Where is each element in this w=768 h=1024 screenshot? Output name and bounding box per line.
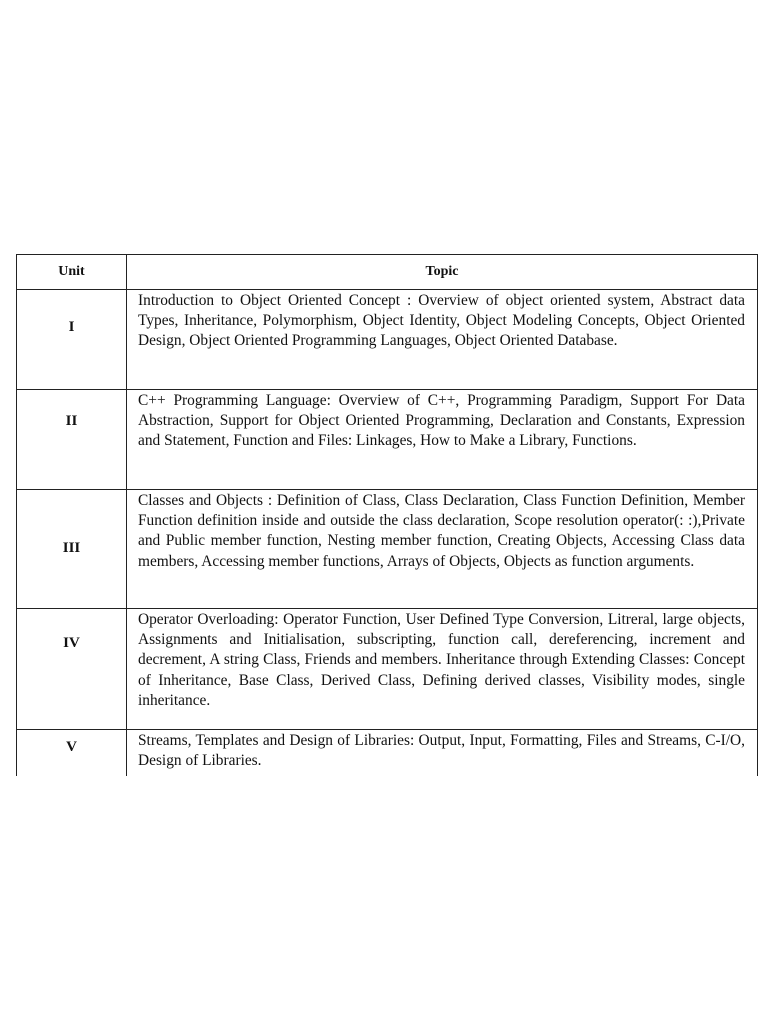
table-row [17, 730, 758, 776]
topic-cell [127, 290, 758, 390]
unit-column-header: Unit [17, 255, 127, 290]
unit-number: II [65, 413, 78, 429]
header-row [17, 255, 758, 290]
table-row [17, 490, 758, 609]
unit-cell [17, 730, 127, 776]
unit-number: I [68, 319, 75, 335]
topic-text: Streams, Templates and Design of Libraries: Output, Input, Formatting, Files and Streams, C-I/O, Design of Libraries. [138, 732, 745, 770]
table-header [17, 255, 758, 290]
unit-cell [17, 609, 127, 730]
topic-cell [127, 730, 758, 776]
unit-number: V [66, 739, 77, 755]
topic-cell [127, 609, 758, 730]
table-row [17, 390, 758, 490]
table-body [17, 290, 758, 776]
topic-text: Classes and Objects : Definition of Class, Class Declaration, Class Function Definition, Member Function definition inside and outside the class declaration, Scope resolution operator(: :),Private and Public member function, Nesting member function, Creating Objects, Accessing Class data members, Accessing member functions, Arrays of Objects, Objects as function arguments. [138, 492, 745, 570]
topic-text-part-1: Operator Overloading: Operator Function, User Defined Type Conversion, Litreral, large objects, Assignments and Initialisation, subscripting, function call, dereferencing, increment and decrement, A string Class, Friends and members. [138, 611, 745, 669]
table-row [17, 609, 758, 730]
topic-text [138, 609, 745, 711]
unit-number: IV [63, 635, 80, 651]
unit-number: III [62, 540, 81, 556]
topic-text: C++ Programming Language: Overview of C++, Programming Paradigm, Support For Data Abstraction, Support for Object Oriented Programming, Declaration and Constants, Expression and Statement, Function and Files: Linkages, How to Make a Library, Functions. [138, 392, 745, 450]
topic-text: Introduction to Object Oriented Concept : Overview of object oriented system, Abstract data Types, Inheritance, Polymorphism, Object Identity, Object Modeling Concepts, Object Oriented Design, Object Oriented Programming Languages, Object Oriented Database. [138, 292, 745, 350]
unit-cell [17, 290, 127, 390]
topic-cell [127, 390, 758, 490]
table-row [17, 290, 758, 390]
topic-column-header: Topic [127, 255, 758, 290]
unit-cell [17, 390, 127, 490]
topic-cell [127, 490, 758, 609]
unit-cell [17, 490, 127, 609]
topic-text-part-2: Inheritance through Extending Classes: Concept of Inheritance, Base Class, Derived Class, Defining derived classes, Visibility modes, single inheritance. [138, 651, 745, 709]
syllabus-table [16, 254, 758, 776]
